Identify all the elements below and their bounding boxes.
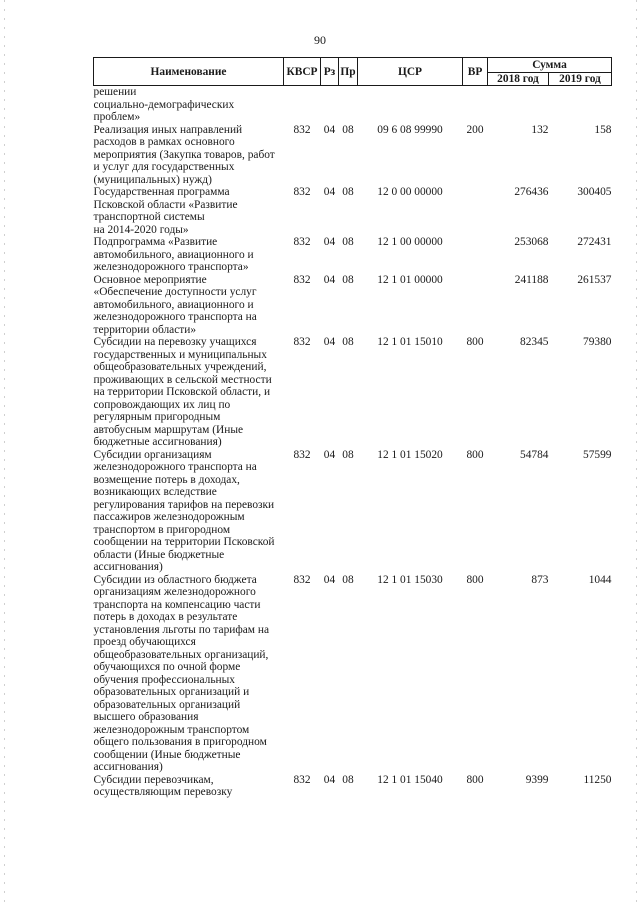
row-amount-2019: 261537 (577, 273, 612, 286)
row-pr: 08 (342, 236, 354, 248)
row-amount-2019: 300405 (577, 186, 612, 198)
header-pr: Пр (339, 58, 358, 86)
row-amount-2018: 9399 (525, 773, 549, 786)
row-amount-2018: 132 (531, 123, 549, 136)
row-rz: 04 (323, 773, 336, 786)
row-rz: 04 (323, 273, 336, 286)
row-name: Субсидии перевозчикам, осуществляющим перевозку (93, 773, 233, 798)
row-name: Субсидии организациям железнодорожного транспорта на возмещение потерь в доходах, возникающих вследствие регулирования тарифов на перевозки пассажиров железнодорожным транспортом в пригородном сообщении на территории Псковской области (Иные бюджетные ассигнования) (93, 448, 275, 573)
row-amount-2018: 276436 (514, 186, 549, 198)
table-row (94, 236, 612, 274)
row-amount-2018: 253068 (514, 236, 549, 248)
row-kvsr: 832 (293, 236, 311, 248)
row-pr: 08 (342, 123, 354, 136)
row-name: Субсидии на перевозку учащихся государственных и муниципальных общеобразовательных учреждений, проживающих в сельской местности на территории Псковской области, и сопровождающих их лиц по регулярным пригородным автобусным маршрутам (Иные бюджетные ассигнования) (93, 336, 272, 448)
row-amount-2019: 79380 (583, 336, 612, 348)
table-row (94, 274, 612, 337)
row-amount-2019: 272431 (577, 236, 612, 248)
row-name: Подпрограмма «Развитие автомобильного, авиационного и железнодорожного транспорта» (93, 236, 254, 273)
row-kvsr: 832 (293, 186, 311, 198)
row-vr (463, 236, 488, 274)
row-amount-2019: 158 (594, 123, 612, 136)
row-amount-2019: 57599 (583, 448, 612, 461)
row-rz: 04 (323, 336, 336, 348)
row-vr (463, 274, 488, 337)
row-pr: 08 (342, 336, 354, 348)
row-csr: 12 1 01 00000 (377, 273, 443, 286)
row-csr: 12 1 01 15040 (377, 773, 443, 786)
row-vr: 800 (466, 448, 484, 461)
row-pr: 08 (342, 186, 354, 198)
row-pr: 08 (342, 448, 354, 461)
row-amount-2018: 82345 (520, 336, 549, 348)
row-rz: 04 (323, 123, 336, 136)
row-kvsr: 832 (293, 336, 311, 348)
row-vr: 800 (466, 573, 484, 586)
header-year-2019: 2019 год (549, 73, 612, 86)
row-rz: 04 (323, 448, 336, 461)
table-row (94, 336, 612, 449)
row-amount-2018: 54784 (520, 448, 549, 461)
header-sum: Сумма (488, 58, 612, 73)
row-csr: 12 1 00 00000 (377, 236, 443, 248)
row-csr: 09 6 08 99990 (377, 123, 443, 136)
table-body (94, 86, 612, 799)
continuation-text: решении социально-демографических проблем» (93, 86, 235, 123)
row-kvsr: 832 (293, 273, 311, 286)
scan-edge-left (4, 0, 5, 905)
row-vr: 200 (466, 123, 484, 136)
header-rz: Рз (321, 58, 339, 86)
header-vr: ВР (463, 58, 488, 86)
table-row (94, 774, 612, 799)
row-amount-2018: 873 (531, 573, 549, 586)
row-amount-2018: 241188 (514, 273, 549, 286)
header-year-2018: 2018 год (488, 73, 549, 86)
row-csr: 12 1 01 15030 (377, 573, 443, 586)
row-kvsr: 832 (293, 448, 311, 461)
row-csr: 12 1 01 15020 (377, 448, 443, 461)
header-csr: ЦСР (358, 58, 463, 86)
budget-table (93, 57, 612, 799)
row-rz: 04 (323, 573, 336, 586)
table-header (94, 58, 612, 86)
row-kvsr: 832 (293, 123, 311, 136)
row-pr: 08 (342, 273, 354, 286)
row-amount-2019: 11250 (583, 773, 612, 786)
row-rz: 04 (323, 186, 336, 198)
row-kvsr: 832 (293, 573, 311, 586)
table-row (94, 124, 612, 187)
scan-edge-right (636, 0, 637, 905)
row-vr (463, 186, 488, 236)
row-name: Субсидии из областного бюджета организациям железнодорожного транспорта на компенсацию части потерь в доходах в результате установления льготы по тарифам на проезд обучающихся общеобразовательных организаций, обучающихся по очной форме обучения профессиональных образовательных организаций и образовательных организаций высшего образования железнодорожным транспортом общего пользования в пригородном сообщении (Иные бюджетные ассигнования) (93, 573, 269, 773)
header-kvsr: КВСР (284, 58, 321, 86)
table-row (94, 186, 612, 236)
row-rz: 04 (323, 236, 336, 248)
row-csr: 12 1 01 15010 (377, 336, 443, 348)
row-pr: 08 (342, 573, 354, 586)
table-row (94, 449, 612, 574)
row-vr: 800 (466, 773, 484, 786)
table-row (94, 574, 612, 774)
row-amount-2019: 1044 (588, 573, 612, 586)
page-number: 90 (314, 33, 326, 47)
row-name: Реализация иных направлений расходов в рамках основного мероприятия (Закупка товаров, работ и услуг для государственных (муниципальных) нужд) (93, 123, 275, 186)
row-pr: 08 (342, 773, 354, 786)
row-csr: 12 0 00 00000 (377, 186, 443, 198)
continuation-row (94, 86, 612, 124)
row-name: Государственная программа Псковской области «Развитие транспортной системы на 2014-2020 годы» (93, 186, 238, 236)
row-vr: 800 (466, 336, 484, 348)
row-name: Основное мероприятие «Обеспечение доступности услуг автомобильного, авиационного и железнодорожного транспорта на территории области» (93, 273, 257, 336)
row-kvsr: 832 (293, 773, 311, 786)
header-name: Наименование (94, 58, 284, 86)
